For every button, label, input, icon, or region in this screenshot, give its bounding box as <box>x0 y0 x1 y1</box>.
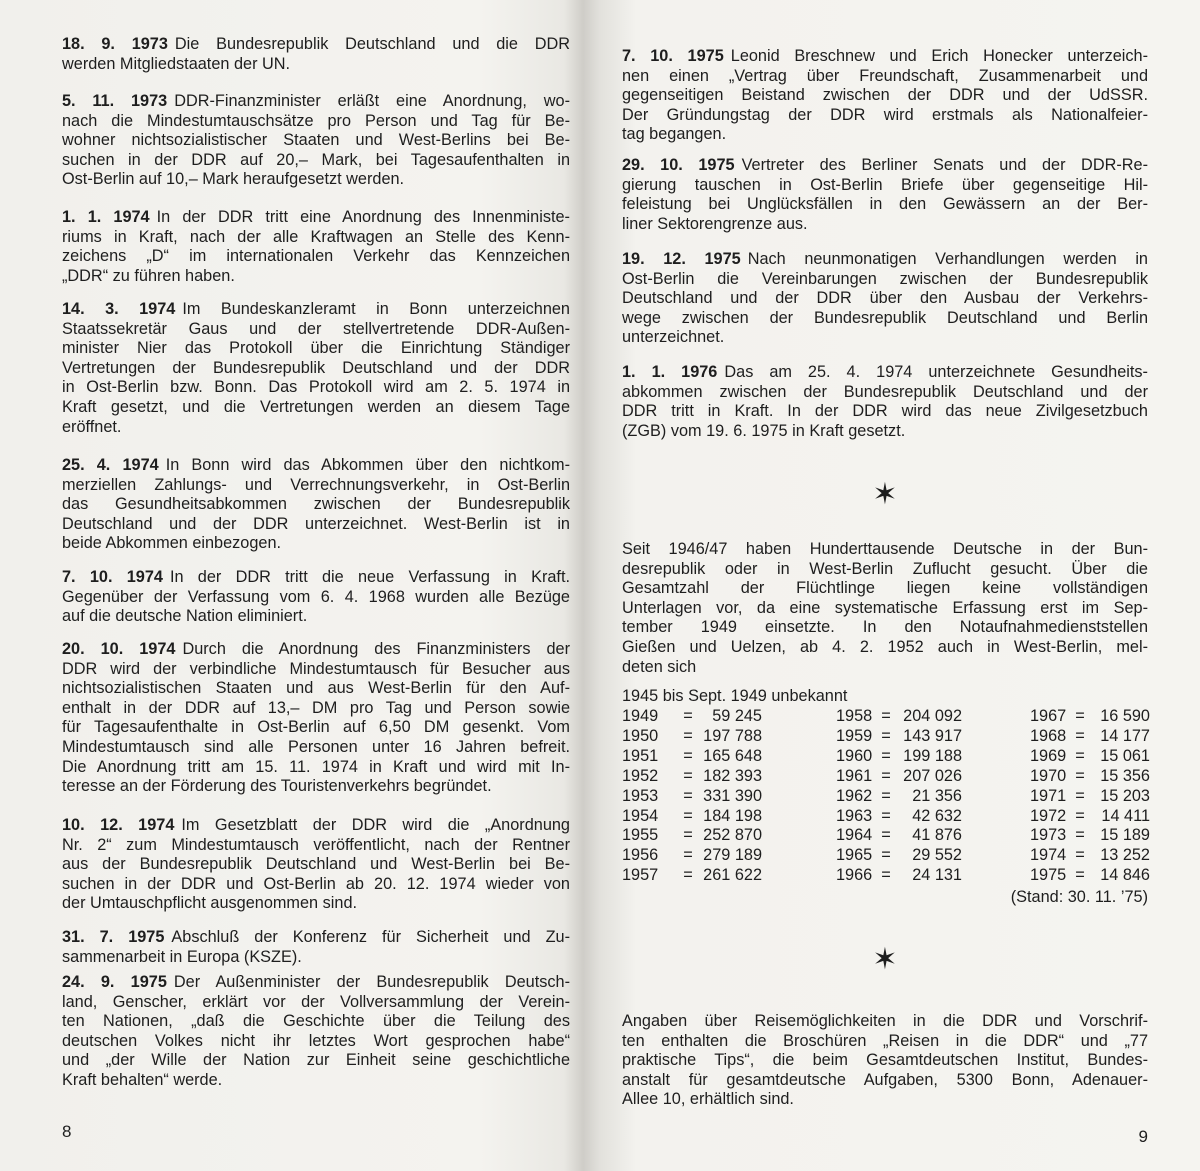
line-text: riums in Kraft, nach der alle Kraftwagen an Stelle des Kenn- <box>62 227 570 246</box>
line-text: Gegenüber der Verfassung vom 6. 4. 1968 wurden alle Bezüge <box>62 587 570 606</box>
line-text: DDR tritt in Kraft. In der DDR wird das neue Zivilgesetzbuch <box>622 402 1148 421</box>
chronology-entry <box>62 928 570 967</box>
text-line <box>622 618 1148 638</box>
text-line <box>62 738 570 758</box>
separator-star-icon: ✶ <box>872 943 898 976</box>
chronology-entry <box>62 816 570 914</box>
refugee-count: 15 061 <box>1100 746 1150 765</box>
line-text: Kraft behalten“ werde. <box>62 1070 223 1089</box>
line-text: nach die Mindestumtauschsätze pro Person und Tag für Be- <box>62 111 570 130</box>
line-text: Ost-Berlin auf 10,– Mark heraufgesetzt werden. <box>62 170 405 189</box>
entry-date: 24. 9. 1975 <box>62 973 167 991</box>
line-text: unterzeichnet. <box>622 328 725 347</box>
line-text: zeichens „D“ im internationalen Verkehr das Kennzeichen <box>62 247 570 266</box>
refugee-count: 207 026 <box>903 766 962 785</box>
table-row <box>622 727 1148 747</box>
text-line <box>62 359 570 379</box>
table-row <box>622 826 1148 846</box>
text-line <box>62 495 570 515</box>
year: 1961 <box>836 766 873 785</box>
chronology-entry <box>62 973 570 1091</box>
equals-sign: = <box>683 726 693 745</box>
line-text: wege zwischen der Bundesrepublik Deutschland und Berlin <box>622 308 1148 327</box>
text-line <box>622 402 1148 422</box>
text-line <box>62 151 570 171</box>
refugee-count: 21 356 <box>912 786 962 805</box>
line-text: Durch die Anordnung des Finanzministers der <box>182 640 570 658</box>
text-line <box>62 515 570 535</box>
line-text: DDR wird der verbindliche Mindestumtausch für Besucher aus <box>62 659 570 678</box>
year: 1974 <box>1030 846 1067 865</box>
line-text: merziellen Zahlungs- und Verrechnungsverkehr, in Ost-Berlin <box>62 475 570 494</box>
line-text: tag begangen. <box>622 125 727 144</box>
equals-sign: = <box>1075 766 1085 785</box>
chronology-entry <box>62 568 570 627</box>
refugee-count: 59 245 <box>712 707 762 725</box>
line-text: „DDR“ zu führen haben. <box>62 266 235 285</box>
year: 1960 <box>836 746 873 765</box>
text-line <box>62 208 570 228</box>
text-line <box>62 1071 570 1091</box>
line-text: minister Nier das Protokoll über die Einrichtung Ständiger <box>62 339 570 358</box>
text-line <box>622 579 1148 599</box>
equals-sign: = <box>683 766 693 785</box>
line-text: Vertretungen der Bundesrepublik Deutschland und der DDR <box>62 358 570 377</box>
line-text: nichtsozialistischen Staaten und aus West-Berlin für den Auf- <box>62 679 570 698</box>
text-line <box>62 1051 570 1071</box>
year: 1964 <box>836 826 873 845</box>
line-text: suchen in der DDR auf 20,– Mark, bei Tagesaufenthalten in <box>62 150 570 169</box>
year: 1969 <box>1030 746 1067 765</box>
text-line <box>622 270 1148 290</box>
text-line <box>62 718 570 738</box>
text-line <box>62 607 570 627</box>
chronology-entry <box>622 540 1148 677</box>
right-page <box>622 0 1148 1171</box>
text-line <box>62 928 570 948</box>
equals-sign: = <box>881 746 891 765</box>
table-row <box>622 767 1148 787</box>
refugee-count: 165 648 <box>703 746 762 765</box>
table-row <box>622 747 1148 767</box>
entry-date: 25. 4. 1974 <box>62 456 159 474</box>
line-text: Nach neunmonatigen Verhandlungen werden in <box>747 250 1148 268</box>
equals-sign: = <box>683 786 693 805</box>
year: 1958 <box>836 707 873 725</box>
table-row <box>622 807 1148 827</box>
equals-sign: = <box>881 766 891 785</box>
text-line <box>62 816 570 836</box>
equals-sign: = <box>1075 746 1085 765</box>
table-row <box>622 846 1148 866</box>
equals-sign: = <box>1075 726 1085 745</box>
table-row <box>622 787 1148 807</box>
text-line <box>62 973 570 993</box>
text-line <box>62 1032 570 1052</box>
line-text: wohner nichtsozialistischer Staaten und West-Berlins bei Be- <box>62 131 570 150</box>
table-intro-line: 1945 bis Sept. 1949 unbekannt <box>622 687 848 705</box>
year: 1968 <box>1030 726 1067 745</box>
year: 1952 <box>622 766 659 785</box>
line-text: In der DDR tritt die neue Verfassung in Kraft. <box>169 568 570 586</box>
chronology-entry <box>622 1012 1148 1110</box>
equals-sign: = <box>683 826 693 845</box>
chronology-entry <box>62 208 570 286</box>
line-text: Gießen und Uelzen, ab 4. 2. 1952 auch in West-Berlin, mel- <box>622 637 1148 656</box>
chronology-entry <box>622 156 1148 234</box>
equals-sign: = <box>1075 826 1085 845</box>
refugee-count: 15 189 <box>1100 826 1150 845</box>
year: 1950 <box>622 726 659 745</box>
refugee-count: 197 788 <box>703 726 762 745</box>
chronology-entry <box>622 250 1148 348</box>
left-page <box>62 0 570 1171</box>
text-line <box>62 131 570 151</box>
refugee-count: 331 390 <box>703 786 762 805</box>
text-line <box>622 1012 1148 1032</box>
line-text: der Umtauschpflicht ausgenommen sind. <box>62 894 358 913</box>
year: 1951 <box>622 746 659 765</box>
text-line <box>622 250 1148 270</box>
equals-sign: = <box>683 866 693 885</box>
text-line <box>622 67 1148 87</box>
equals-sign: = <box>1075 866 1085 885</box>
equals-sign: = <box>1075 786 1085 805</box>
line-text: in Ost-Berlin bzw. Bonn. Das Protokoll wird am 2. 5. 1974 in <box>62 378 570 397</box>
line-text: feleistung bei Unglücksfällen in den Gewässern an der Ber- <box>622 195 1148 214</box>
chronology-entry <box>622 363 1148 441</box>
text-line <box>62 247 570 267</box>
year: 1967 <box>1030 707 1067 725</box>
line-text: auf die deutsche Nation eliminiert. <box>62 607 308 626</box>
text-line <box>622 638 1148 658</box>
line-text: Ost-Berlin die Vereinbarungen zwischen der Bundesrepublik <box>622 269 1148 288</box>
text-line <box>62 948 570 968</box>
line-text: Der Außenminister der Bundesrepublik Deutsch- <box>173 973 570 991</box>
year: 1957 <box>622 866 659 885</box>
line-text: gierung tauschen in Ost-Berlin Briefe über gegenseitige Hil- <box>622 175 1148 194</box>
line-text: Abschluß der Konferenz für Sicherheit und Zu- <box>171 928 570 946</box>
line-text: Angaben über Reisemöglichkeiten in die DDR und Vorschrif- <box>622 1012 1148 1030</box>
line-text: abkommen zwischen der Bundesrepublik Deutschland und der <box>622 382 1148 401</box>
text-line <box>622 47 1148 67</box>
table-row <box>622 707 1148 727</box>
text-line <box>62 320 570 340</box>
line-text: nen einen „Vertrag über Freundschaft, Zusammenarbeit und <box>622 66 1148 85</box>
year: 1966 <box>836 866 873 885</box>
line-text: Leonid Breschnew und Erich Honecker unterzeich- <box>730 47 1148 65</box>
text-line <box>62 588 570 608</box>
line-text: ten enthalten die Broschüren „Reisen in die DDR“ und „77 <box>622 1031 1148 1050</box>
line-text: werden Mitgliedstaaten der UN. <box>62 54 291 73</box>
line-text: land, Genscher, erklärt vor der Vollversammlung der Verein- <box>62 992 570 1011</box>
line-text: Die Anordnung tritt am 15. 11. 1974 in Kraft und wird mit In- <box>62 757 570 776</box>
entry-date: 31. 7. 1975 <box>62 928 165 946</box>
year: 1953 <box>622 786 659 805</box>
text-line <box>622 328 1148 348</box>
text-line <box>62 875 570 895</box>
line-text: Mindestumtausch sind alle Personen unter 16 Jahren befreit. <box>62 737 570 756</box>
table-row <box>622 866 1148 886</box>
entry-date: 7. 10. 1974 <box>62 568 163 586</box>
refugee-count: 13 252 <box>1100 846 1150 865</box>
equals-sign: = <box>683 746 693 765</box>
year: 1954 <box>622 806 659 825</box>
text-line <box>62 534 570 554</box>
text-line <box>62 228 570 248</box>
line-text: liner Sektorengrenze aus. <box>622 214 808 233</box>
line-text: Gesamtzahl der Flüchtlinge liegen keine vollständigen <box>622 579 1148 598</box>
text-line <box>62 640 570 660</box>
entry-date: 10. 12. 1974 <box>62 816 175 834</box>
line-text: gegenseitigen Beistand zwischen der DDR und der UdSSR. <box>622 86 1148 105</box>
line-text: Deutschland und der DDR über den Ausbau der Verkehrs- <box>622 289 1148 308</box>
chronology-entry <box>62 35 570 74</box>
text-line <box>62 112 570 132</box>
line-text: anstalt für gesamtdeutsche Aufgaben, 5300 Bonn, Adenauer- <box>622 1070 1148 1089</box>
year: 1965 <box>836 846 873 865</box>
text-line <box>62 894 570 914</box>
refugee-count: 252 870 <box>703 826 762 845</box>
equals-sign: = <box>881 786 891 805</box>
entry-date: 18. 9. 1973 <box>62 35 168 53</box>
refugee-count: 29 552 <box>912 846 962 865</box>
line-text: Staatssekretär Gaus und der stellvertretende DDR-Außen- <box>62 319 570 338</box>
line-text: desrepublik oder in West-Berlin Zuflucht gesucht. Über die <box>622 559 1148 578</box>
refugee-count: 182 393 <box>703 766 762 785</box>
year: 1949 <box>622 707 659 725</box>
text-line <box>622 1032 1148 1052</box>
year: 1963 <box>836 806 873 825</box>
text-line <box>62 55 570 75</box>
year: 1972 <box>1030 806 1067 825</box>
refugee-count: 199 188 <box>903 746 962 765</box>
text-line <box>62 92 570 112</box>
text-line <box>622 363 1148 383</box>
line-text: für Tagesaufenthalte in Ost-Berlin auf 6,50 DM gesenkt. Vom <box>62 718 570 737</box>
text-line <box>622 289 1148 309</box>
entry-date: 1. 1. 1974 <box>62 208 150 226</box>
refugee-count: 15 203 <box>1100 786 1150 805</box>
refugee-count: 41 876 <box>912 826 962 845</box>
text-line <box>622 195 1148 215</box>
text-line <box>622 215 1148 235</box>
line-text: Allee 10, erhältlich sind. <box>622 1090 794 1109</box>
refugee-count: 184 198 <box>703 806 762 825</box>
line-text: und „der Wille der Nation zur Einheit seine geschichtliche <box>62 1051 570 1070</box>
text-line <box>622 125 1148 145</box>
chronology-entry <box>62 300 570 437</box>
text-line <box>622 106 1148 126</box>
year: 1962 <box>836 786 873 805</box>
chronology-entry <box>62 456 570 554</box>
page-number: 9 <box>1138 1127 1148 1146</box>
text-line <box>62 777 570 797</box>
separator-star-icon: ✶ <box>872 478 898 511</box>
line-text: Im Bundeskanzleramt in Bonn unterzeichnen <box>182 300 570 318</box>
line-text: (ZGB) vom 19. 6. 1975 in Kraft gesetzt. <box>622 421 906 440</box>
entry-date: 29. 10. 1975 <box>622 156 735 174</box>
year: 1971 <box>1030 786 1067 805</box>
text-line <box>622 658 1148 678</box>
text-line <box>622 86 1148 106</box>
line-text: deten sich <box>622 657 697 676</box>
chronology-entry <box>62 92 570 190</box>
refugee-count: 279 189 <box>703 846 762 865</box>
line-text: eröffnet. <box>62 417 122 436</box>
line-text: enthalt in der DDR auf 13,– DM pro Tag und Person sowie <box>62 698 570 717</box>
text-line <box>622 156 1148 176</box>
year: 1973 <box>1030 826 1067 845</box>
refugee-count: 143 917 <box>903 726 962 745</box>
equals-sign: = <box>881 726 891 745</box>
text-line <box>622 540 1148 560</box>
text-line <box>622 422 1148 442</box>
line-text: Das am 25. 4. 1974 unterzeichnete Gesundheits- <box>724 363 1148 381</box>
text-line <box>62 418 570 438</box>
status-note: (Stand: 30. 11. ’75) <box>1010 888 1148 906</box>
equals-sign: = <box>881 707 891 725</box>
page-number: 8 <box>62 1122 72 1141</box>
text-line <box>62 398 570 418</box>
line-text: teresse an der Förderung des Touristenverkehrs begründet. <box>62 777 492 796</box>
text-line <box>622 1071 1148 1091</box>
text-line <box>622 560 1148 580</box>
text-line <box>62 993 570 1013</box>
line-text: sammenarbeit in Europa (KSZE). <box>62 947 302 966</box>
refugee-count: 14 177 <box>1100 726 1150 745</box>
equals-sign: = <box>881 846 891 865</box>
equals-sign: = <box>881 826 891 845</box>
year: 1975 <box>1030 866 1067 885</box>
text-line <box>62 476 570 496</box>
refugee-count: 14 411 <box>1101 806 1150 825</box>
text-line <box>62 339 570 359</box>
line-text: ten Nationen, „daß die Geschichte über die Teilung des <box>62 1012 570 1031</box>
line-text: beide Abkommen einbezogen. <box>62 534 282 553</box>
refugee-count: 261 622 <box>703 866 762 885</box>
text-line <box>622 599 1148 619</box>
line-text: Seit 1946/47 haben Hunderttausende Deutsche in der Bun- <box>622 540 1148 558</box>
line-text: Deutschland und der DDR unterzeichnet. West-Berlin ist in <box>62 514 570 533</box>
text-line <box>622 1090 1148 1110</box>
equals-sign: = <box>1075 806 1085 825</box>
text-line <box>62 170 570 190</box>
line-text: deutschen Volkes nicht ihr letztes Wort gesprochen habe“ <box>62 1031 570 1050</box>
line-text: suchen in der DDR und Ost-Berlin ab 20. 12. 1974 wieder von <box>62 874 570 893</box>
equals-sign: = <box>1075 707 1085 725</box>
text-line <box>62 758 570 778</box>
line-text: praktische Tips“, die beim Gesamtdeutschen Institut, Bundes- <box>622 1051 1148 1070</box>
line-text: Der Gründungstag der DDR wird erstmals als Nationalfeier- <box>622 105 1148 124</box>
entry-date: 1. 1. 1976 <box>622 363 718 381</box>
year: 1955 <box>622 826 659 845</box>
equals-sign: = <box>881 866 891 885</box>
year: 1956 <box>622 846 659 865</box>
line-text: aus der Bundesrepublik Deutschland und West-Berlin bei Be- <box>62 855 570 874</box>
chronology-entry <box>622 47 1148 145</box>
line-text: Kraft gesetzt, und die Vertretungen werden an diesem Tage <box>62 397 570 416</box>
line-text: Im Gesetzblatt der DDR wird die „Anordnung <box>181 816 570 834</box>
year: 1959 <box>836 726 873 745</box>
entry-date: 14. 3. 1974 <box>62 300 176 318</box>
text-line <box>62 456 570 476</box>
year: 1970 <box>1030 766 1067 785</box>
text-line <box>62 855 570 875</box>
text-line <box>62 660 570 680</box>
entry-date: 19. 12. 1975 <box>622 250 741 268</box>
chronology-entry <box>62 640 570 797</box>
equals-sign: = <box>683 846 693 865</box>
text-line <box>622 1051 1148 1071</box>
line-text: Vertreter des Berliner Senats und der DDR-Re- <box>741 156 1148 174</box>
text-line <box>62 699 570 719</box>
text-line <box>62 1012 570 1032</box>
refugee-count: 15 356 <box>1100 766 1150 785</box>
equals-sign: = <box>881 806 891 825</box>
equals-sign: = <box>1075 846 1085 865</box>
line-text: DDR-Finanzminister erläßt eine Anordnung, wo- <box>174 92 570 110</box>
text-line <box>62 267 570 287</box>
line-text: Unterlagen vor, da eine systematische Erfassung erst im Sep- <box>622 598 1148 617</box>
text-line <box>62 836 570 856</box>
line-text: Nr. 2“ zum Mindestumtausch veröffentlicht, nach der Rentner <box>62 835 570 854</box>
text-line <box>622 176 1148 196</box>
equals-sign: = <box>683 806 693 825</box>
line-text: das Gesundheitsabkommen zwischen der Bundesrepublik <box>62 495 570 514</box>
text-line <box>62 300 570 320</box>
entry-date: 5. 11. 1973 <box>62 92 168 110</box>
text-line <box>62 679 570 699</box>
refugee-count: 42 632 <box>912 806 962 825</box>
refugee-count: 24 131 <box>912 866 962 885</box>
text-line <box>622 309 1148 329</box>
line-text: In der DDR tritt eine Anordnung des Innenministe- <box>156 208 570 226</box>
text-line <box>622 383 1148 403</box>
equals-sign: = <box>683 707 693 725</box>
text-line <box>62 378 570 398</box>
line-text: tember 1949 einsetzte. In den Notaufnahmedienststellen <box>622 618 1148 637</box>
entry-date: 7. 10. 1975 <box>622 47 724 65</box>
text-line <box>62 568 570 588</box>
text-line <box>62 35 570 55</box>
entry-date: 20. 10. 1974 <box>62 640 176 658</box>
line-text: In Bonn wird das Abkommen über den nichtkom- <box>165 456 571 474</box>
refugee-count: 204 092 <box>903 707 962 725</box>
refugee-count: 14 846 <box>1100 866 1150 885</box>
refugee-count: 16 590 <box>1100 707 1150 725</box>
line-text: Die Bundesrepublik Deutschland und die DDR <box>174 35 570 53</box>
